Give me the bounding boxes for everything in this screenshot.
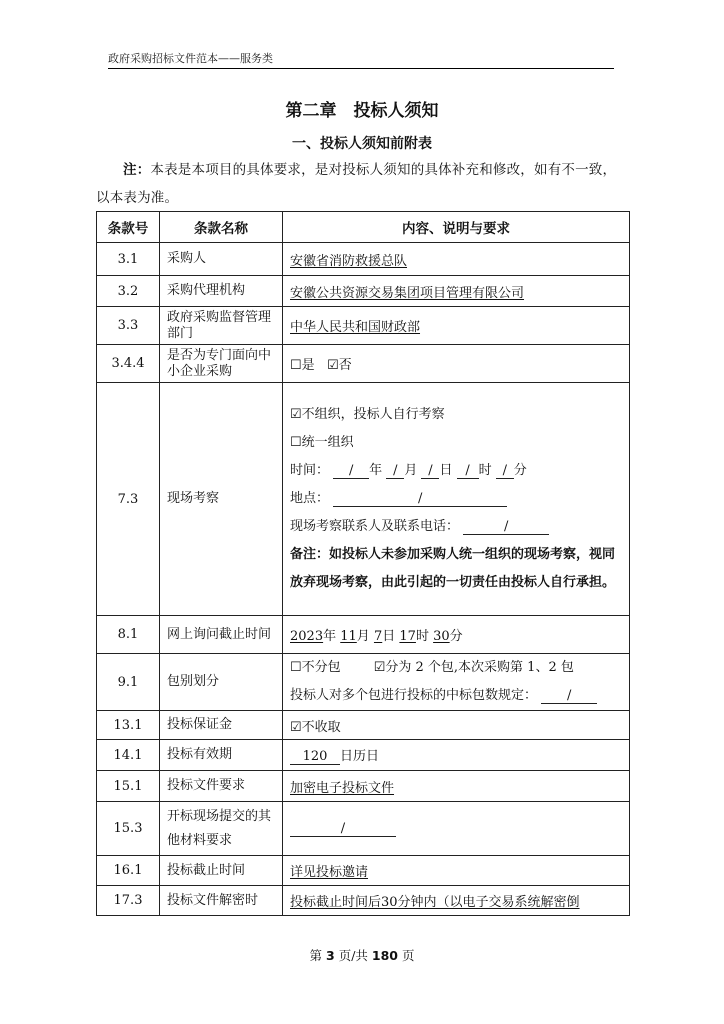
time-minute: / (496, 463, 514, 479)
clause-number: 8.1 (97, 616, 160, 654)
table-row (97, 802, 630, 856)
header-clause-name: 条款名称 (160, 212, 283, 243)
clause-number: 15.1 (97, 771, 160, 802)
survey-place (290, 485, 622, 513)
clause-number: 3.2 (97, 276, 160, 307)
clause-name: 采购人 (160, 243, 283, 276)
requirements-table (96, 211, 630, 916)
section-title: 一、投标人须知前附表 (292, 136, 432, 152)
table-row (97, 616, 630, 654)
package-rule-value: / (541, 688, 597, 704)
footer-suffix: 页 (401, 948, 415, 963)
table-header-row (97, 212, 630, 243)
deadline-month-unit: 月 (356, 629, 370, 644)
clause-name: 投标文件解密时 (160, 886, 283, 916)
page-number: 3 (326, 948, 335, 963)
header-clause-number: 条款号 (97, 212, 160, 243)
page-header: 政府采购招标文件范本——服务类 (108, 50, 614, 69)
clause-number: 9.1 (97, 654, 160, 711)
time-month: / (386, 463, 404, 479)
contact-value: / (463, 519, 549, 535)
place-label: 地点： (290, 491, 330, 506)
time-label: 时间： (290, 463, 330, 478)
deadline-year: 2023 (290, 629, 324, 644)
package-options (290, 654, 622, 682)
survey-remark: 备注：如投标人未参加采购人统一组织的现场考察，视同放弃现场考察，由此引起的一切责任由投标人自行承担。 (290, 547, 616, 590)
clause-value: 投标截止时间后30分钟内（以电子交易系统解密倒 (290, 895, 580, 910)
clause-number: 17.3 (97, 886, 160, 916)
deadline-year-unit: 年 (323, 629, 337, 644)
table-row (97, 711, 630, 740)
deadline-hour-unit: 时 (415, 629, 429, 644)
total-pages: 180 (371, 948, 398, 963)
clause-value: / (290, 821, 396, 837)
note-text: 本表是本项目的具体要求，是对投标人须知的具体补充和修改，如有不一致，以本表为准。 (96, 162, 617, 206)
deadline-minute: 30 (433, 629, 450, 644)
option-split: ☑分为 2 个包,本次采购第 1、2 包 (373, 660, 574, 675)
page-footer (0, 946, 724, 964)
clause-value: 详见投标邀请 (290, 865, 369, 880)
validity-days: 120 (290, 749, 340, 765)
option-no-split: ☐不分包 (290, 660, 341, 675)
survey-time (290, 457, 622, 485)
table-row (97, 383, 630, 616)
option-no-organize: ☑不组织，投标人自行考察 (290, 407, 445, 422)
table-row (97, 654, 630, 711)
time-year: / (333, 463, 369, 479)
clause-number: 15.3 (97, 802, 160, 856)
option-unified: ☐统一组织 (290, 435, 354, 450)
footer-prefix: 第 (309, 948, 323, 963)
clause-number: 3.1 (97, 243, 160, 276)
time-month-unit: 月 (404, 463, 418, 478)
footer-mid: 页/共 (338, 948, 368, 963)
clause-name: 网上询问截止时间 (160, 616, 283, 654)
table-row (97, 886, 630, 916)
time-year-unit: 年 (369, 463, 383, 478)
checkbox-no: ☑否 (327, 358, 352, 373)
deadline-minute-unit: 分 (449, 629, 463, 644)
clause-value: ☑不收取 (290, 719, 341, 735)
clause-name: 投标截止时间 (160, 856, 283, 886)
time-hour-unit: 时 (478, 463, 492, 478)
clause-number: 3.4.4 (97, 345, 160, 383)
contact-label: 现场考察联系人及联系电话： (290, 519, 460, 534)
clause-number: 13.1 (97, 711, 160, 740)
deadline-hour: 17 (399, 629, 416, 644)
table-row (97, 771, 630, 802)
deadline-day-unit: 日 (382, 629, 396, 644)
clause-name: 投标有效期 (160, 740, 283, 771)
chapter-title: 第二章 投标人须知 (285, 101, 439, 121)
clause-name: 现场考察 (160, 383, 283, 616)
place-value: / (333, 491, 507, 507)
clause-value: 加密电子投标文件 (290, 780, 395, 796)
time-day: / (421, 463, 439, 479)
clause-name: 采购代理机构 (160, 276, 283, 307)
note-label: 注： (123, 162, 151, 178)
time-minute-unit: 分 (513, 463, 527, 478)
clause-name: 政府采购监督管理部门 (160, 307, 283, 345)
package-rule (290, 682, 622, 710)
time-day-unit: 日 (439, 463, 453, 478)
clause-value: 安徽公共资源交易集团项目管理有限公司 (290, 285, 525, 301)
time-hour: / (457, 463, 479, 479)
table-row (97, 740, 630, 771)
clause-value: 中华人民共和国财政部 (290, 320, 421, 335)
survey-contact (290, 513, 622, 541)
clause-name: 开标现场提交的其他材料要求 (160, 802, 283, 856)
clause-number: 7.3 (97, 383, 160, 616)
clause-number: 14.1 (97, 740, 160, 771)
note-paragraph (96, 156, 628, 212)
deadline-month: 11 (340, 629, 357, 644)
clause-value: 安徽省消防救援总队 (290, 253, 408, 269)
clause-number: 3.3 (97, 307, 160, 345)
header-content: 内容、说明与要求 (283, 212, 630, 243)
clause-name: 是否为专门面向中小企业采购 (160, 345, 283, 383)
clause-name: 投标文件要求 (160, 771, 283, 802)
checkbox-yes: ☐是 (290, 358, 315, 373)
validity-unit: 日历日 (340, 749, 380, 764)
table-row (97, 345, 630, 383)
deadline-day: 7 (373, 629, 383, 644)
table-row (97, 276, 630, 307)
table-row (97, 243, 630, 276)
clause-number: 16.1 (97, 856, 160, 886)
package-rule-text: 投标人对多个包进行投标的中标包数规定： (290, 688, 538, 703)
clause-name: 包别划分 (160, 654, 283, 711)
table-row (97, 856, 630, 886)
clause-name: 投标保证金 (160, 711, 283, 740)
table-row (97, 307, 630, 345)
